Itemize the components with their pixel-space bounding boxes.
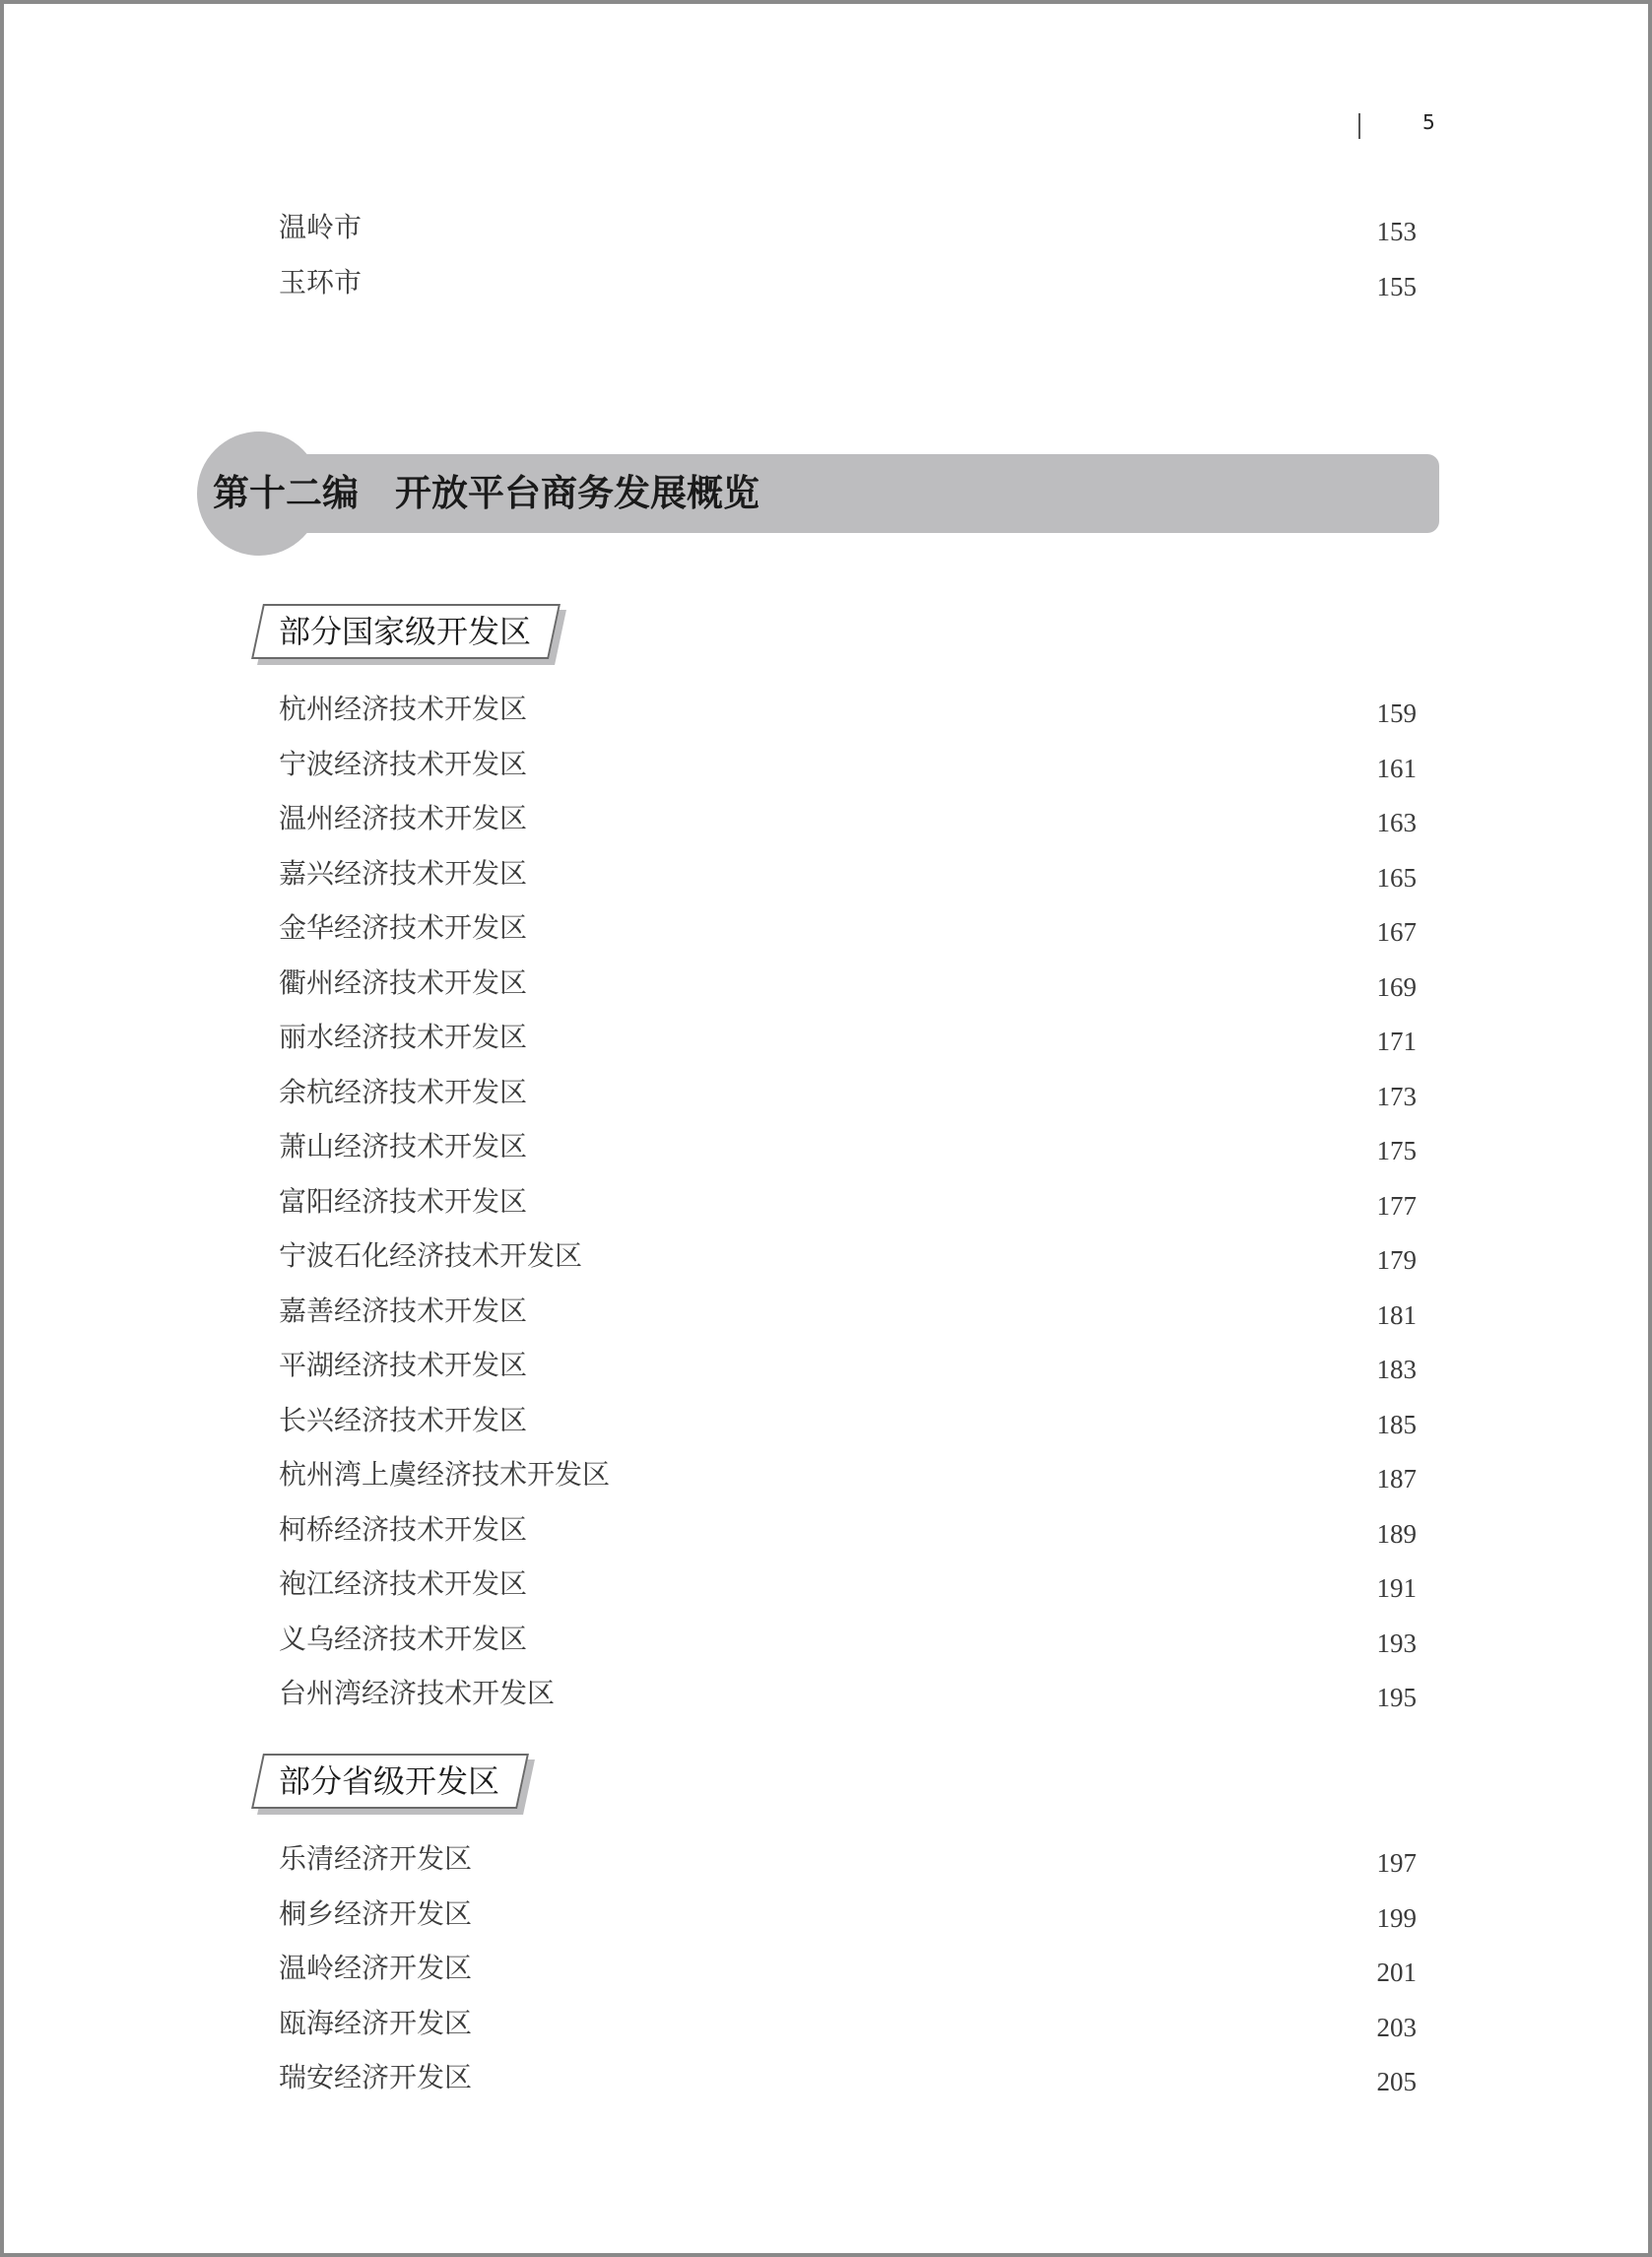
toc-entry-page: 183 (1376, 1355, 1417, 1384)
part-title: 第十二编 开放平台商务发展概览 (213, 471, 760, 514)
toc-entry[interactable] (279, 908, 1417, 958)
toc-entry-page: 175 (1376, 1136, 1417, 1165)
toc-entry[interactable] (279, 1127, 1417, 1176)
toc-entry-title: 温岭市 (279, 211, 363, 243)
toc-entry-title: 衢州经济技术开发区 (279, 965, 528, 999)
toc-entry-title: 桐乡经济开发区 (279, 1896, 473, 1930)
toc-entry-title: 嘉兴经济技术开发区 (279, 856, 528, 890)
toc-entry-page: 163 (1376, 808, 1417, 837)
toc-entry-title: 宁波经济技术开发区 (279, 747, 528, 780)
toc-entry[interactable] (279, 745, 1417, 794)
toc-entry-title: 萧山经济技术开发区 (279, 1130, 528, 1162)
toc-entry-page: 171 (1376, 1027, 1417, 1056)
toc-entry-page: 185 (1376, 1409, 1417, 1439)
toc-entry-page: 161 (1376, 753, 1417, 783)
toc-entry-page: 159 (1376, 698, 1417, 728)
toc-entry-title: 嘉善经济技术开发区 (279, 1294, 528, 1327)
toc-entry[interactable] (279, 208, 1417, 257)
toc-entry-title: 义乌经济技术开发区 (279, 1622, 528, 1655)
toc-entry-title: 杭州经济技术开发区 (279, 693, 528, 725)
toc-entry-title: 台州湾经济技术开发区 (279, 1677, 556, 1709)
header-divider (1358, 113, 1360, 139)
section-label-national (257, 604, 555, 659)
toc-entry[interactable] (279, 690, 1417, 739)
toc-entry[interactable] (279, 1401, 1417, 1450)
toc-entry[interactable] (279, 1894, 1417, 1944)
toc-entry-page: 173 (1376, 1081, 1417, 1111)
toc-entry-title: 袍江经济技术开发区 (279, 1567, 528, 1600)
toc-entry[interactable] (279, 1949, 1417, 1998)
toc-entry[interactable] (279, 1346, 1417, 1395)
toc-entry-title: 温岭经济开发区 (279, 1952, 473, 1984)
toc-entry-page: 193 (1376, 1627, 1417, 1658)
toc-entry[interactable] (279, 854, 1417, 903)
toc-entry-title: 富阳经济技术开发区 (279, 1184, 528, 1218)
toc-entry-title: 乐清经济开发区 (279, 1842, 473, 1875)
toc-entry[interactable] (279, 1455, 1417, 1504)
toc-entry-page: 199 (1376, 1902, 1417, 1933)
toc-entry-title: 杭州湾上虞经济技术开发区 (279, 1458, 611, 1491)
toc-entry[interactable] (279, 963, 1417, 1013)
toc-entry[interactable] (279, 1073, 1417, 1122)
toc-entry-page: 187 (1376, 1464, 1417, 1494)
toc-entry-title: 余杭经济技术开发区 (279, 1075, 528, 1108)
toc-entry-page: 195 (1376, 1683, 1417, 1712)
toc-entry-title: 丽水经济技术开发区 (279, 1021, 528, 1053)
toc-entry-title: 金华经济技术开发区 (279, 911, 528, 944)
toc-entry-page: 167 (1376, 917, 1417, 947)
toc-entry-title: 宁波石化经济技术开发区 (279, 1239, 583, 1272)
section-label-text: 部分省级开发区 (279, 1762, 500, 1800)
toc-entry-title: 长兴经济技术开发区 (279, 1403, 528, 1436)
toc-entry[interactable] (279, 1018, 1417, 1067)
section-label-text: 部分国家级开发区 (279, 613, 532, 650)
toc-entry[interactable] (279, 1839, 1417, 1889)
toc-entry-title: 瑞安经济开发区 (279, 2061, 473, 2093)
toc-entry[interactable] (279, 1182, 1417, 1231)
toc-entry-page: 179 (1376, 1245, 1417, 1275)
toc-entry-page: 165 (1376, 862, 1417, 893)
section-label-provincial (257, 1754, 523, 1809)
toc-entry-title: 柯桥经济技术开发区 (279, 1512, 528, 1546)
toc-entry[interactable] (279, 263, 1417, 312)
toc-entry-page: 181 (1376, 1299, 1417, 1330)
toc-entry[interactable] (279, 1510, 1417, 1560)
toc-entry-page: 191 (1376, 1573, 1417, 1603)
toc-entry-page: 155 (1376, 272, 1417, 301)
toc-entry-page: 201 (1376, 1958, 1417, 1987)
toc-entry[interactable] (279, 1674, 1417, 1723)
toc-entry-page: 197 (1376, 1848, 1417, 1878)
toc-entry-page: 177 (1376, 1190, 1417, 1221)
toc-entry[interactable] (279, 1620, 1417, 1669)
toc-entry-page: 189 (1376, 1518, 1417, 1549)
toc-entry[interactable] (279, 1564, 1417, 1614)
toc-entry-page: 169 (1376, 971, 1417, 1002)
toc-entry-title: 温州经济技术开发区 (279, 802, 528, 834)
toc-entry-page: 205 (1376, 2067, 1417, 2096)
toc-entry-title: 平湖经济技术开发区 (279, 1349, 528, 1381)
toc-entry[interactable] (279, 2058, 1417, 2107)
toc-entry[interactable] (279, 2004, 1417, 2053)
toc-entry[interactable] (279, 799, 1417, 848)
toc-entry-page: 153 (1376, 217, 1417, 246)
toc-entry[interactable] (279, 1292, 1417, 1341)
toc-entry-title: 瓯海经济开发区 (279, 2006, 473, 2039)
toc-entry-title: 玉环市 (279, 266, 363, 299)
page-number: 5 (1422, 110, 1435, 134)
toc-entry-page: 203 (1376, 2012, 1417, 2042)
toc-entry[interactable] (279, 1236, 1417, 1286)
